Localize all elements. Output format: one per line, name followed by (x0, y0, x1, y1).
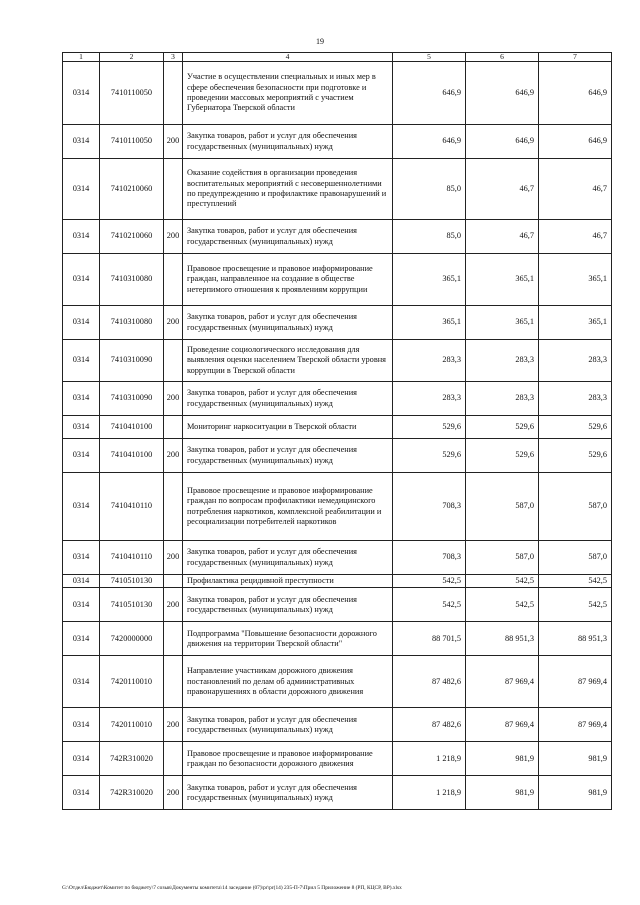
section-code-cell: 0314 (63, 125, 100, 159)
expense-type-cell (164, 62, 183, 125)
amount-year-3-cell: 529,6 (539, 439, 612, 473)
expense-type-cell: 200 (164, 439, 183, 473)
amount-year-2-cell: 646,9 (466, 125, 539, 159)
table-row (63, 742, 612, 776)
expense-type-cell (164, 340, 183, 382)
section-code-cell: 0314 (63, 220, 100, 254)
amount-year-3-cell: 365,1 (539, 254, 612, 306)
amount-year-1-cell: 1 218,9 (393, 742, 466, 776)
table-row (63, 575, 612, 588)
column-number: 4 (183, 53, 393, 62)
target-item-code-cell: 7410410100 (100, 439, 164, 473)
section-code-cell: 0314 (63, 656, 100, 708)
section-code-cell: 0314 (63, 776, 100, 810)
column-number-row (63, 53, 612, 62)
section-code-cell: 0314 (63, 742, 100, 776)
description-cell: Закупка товаров, работ и услуг для обеспечения государственных (муниципальных) нужд (183, 776, 393, 810)
table-row (63, 125, 612, 159)
table-row (63, 622, 612, 656)
expense-type-cell: 200 (164, 776, 183, 810)
target-item-code-cell: 742R310020 (100, 742, 164, 776)
description-cell: Правовое просвещение и правовое информирование граждан, направленное на создание в обществе нетерпимого отношения к проявлениям коррупции (183, 254, 393, 306)
section-code-cell: 0314 (63, 622, 100, 656)
amount-year-3-cell: 283,3 (539, 382, 612, 416)
amount-year-1-cell: 529,6 (393, 416, 466, 439)
amount-year-2-cell: 283,3 (466, 382, 539, 416)
expense-type-cell: 200 (164, 125, 183, 159)
page-number: 19 (316, 37, 324, 46)
target-item-code-cell: 7410310080 (100, 254, 164, 306)
target-item-code-cell: 7410310090 (100, 382, 164, 416)
target-item-code-cell: 7410510130 (100, 588, 164, 622)
target-item-code-cell: 742R310020 (100, 776, 164, 810)
amount-year-2-cell: 646,9 (466, 62, 539, 125)
amount-year-3-cell: 529,6 (539, 416, 612, 439)
amount-year-3-cell: 646,9 (539, 62, 612, 125)
expense-type-cell (164, 622, 183, 656)
amount-year-2-cell: 529,6 (466, 439, 539, 473)
section-code-cell: 0314 (63, 588, 100, 622)
amount-year-1-cell: 85,0 (393, 159, 466, 220)
target-item-code-cell: 7410410110 (100, 541, 164, 575)
amount-year-1-cell: 708,3 (393, 541, 466, 575)
amount-year-3-cell: 87 969,4 (539, 656, 612, 708)
expense-type-cell: 200 (164, 220, 183, 254)
description-cell: Закупка товаров, работ и услуг для обеспечения государственных (муниципальных) нужд (183, 125, 393, 159)
table-row (63, 416, 612, 439)
amount-year-1-cell: 646,9 (393, 125, 466, 159)
description-cell: Закупка товаров, работ и услуг для обеспечения государственных (муниципальных) нужд (183, 382, 393, 416)
amount-year-3-cell: 87 969,4 (539, 708, 612, 742)
table-row (63, 473, 612, 541)
expense-type-cell: 200 (164, 708, 183, 742)
amount-year-1-cell: 646,9 (393, 62, 466, 125)
description-cell: Проведение социологического исследования для выявления оценки населением Тверской области уровня коррупции в Тверской области (183, 340, 393, 382)
section-code-cell: 0314 (63, 439, 100, 473)
amount-year-1-cell: 708,3 (393, 473, 466, 541)
amount-year-3-cell: 542,5 (539, 588, 612, 622)
amount-year-2-cell: 529,6 (466, 416, 539, 439)
amount-year-1-cell: 87 482,6 (393, 656, 466, 708)
amount-year-1-cell: 1 218,9 (393, 776, 466, 810)
target-item-code-cell: 7410310090 (100, 340, 164, 382)
target-item-code-cell: 7410110050 (100, 125, 164, 159)
table-row (63, 439, 612, 473)
description-cell: Профилактика рецидивной преступности (183, 575, 393, 588)
amount-year-3-cell: 46,7 (539, 159, 612, 220)
target-item-code-cell: 7410410100 (100, 416, 164, 439)
description-cell: Подпрограмма "Повышение безопасности дорожного движения на территории Тверской области" (183, 622, 393, 656)
amount-year-2-cell: 981,9 (466, 776, 539, 810)
expense-type-cell (164, 575, 183, 588)
amount-year-2-cell: 587,0 (466, 473, 539, 541)
amount-year-1-cell: 283,3 (393, 382, 466, 416)
table-row (63, 708, 612, 742)
section-code-cell: 0314 (63, 254, 100, 306)
amount-year-2-cell: 587,0 (466, 541, 539, 575)
description-cell: Мониторинг наркоситуации в Тверской области (183, 416, 393, 439)
description-cell: Оказание содействия в организации проведения воспитательных мероприятий с несовершеннолетними по предупреждению и профилактике правонарушений и преступлений (183, 159, 393, 220)
amount-year-1-cell: 88 701,5 (393, 622, 466, 656)
expense-type-cell (164, 656, 183, 708)
section-code-cell: 0314 (63, 382, 100, 416)
amount-year-3-cell: 587,0 (539, 541, 612, 575)
expense-type-cell (164, 254, 183, 306)
target-item-code-cell: 7410310080 (100, 306, 164, 340)
section-code-cell: 0314 (63, 473, 100, 541)
expense-type-cell (164, 159, 183, 220)
amount-year-3-cell: 283,3 (539, 340, 612, 382)
section-code-cell: 0314 (63, 416, 100, 439)
target-item-code-cell: 7420000000 (100, 622, 164, 656)
table-row (63, 254, 612, 306)
target-item-code-cell: 7410510130 (100, 575, 164, 588)
description-cell: Правовое просвещение и правовое информирование граждан по вопросам профилактики немедицинского потребления наркотиков, комплексной реабилитации и ресоциализации потребителей наркотиков (183, 473, 393, 541)
table-row (63, 340, 612, 382)
amount-year-1-cell: 542,5 (393, 575, 466, 588)
amount-year-1-cell: 87 482,6 (393, 708, 466, 742)
target-item-code-cell: 7410210060 (100, 159, 164, 220)
amount-year-3-cell: 646,9 (539, 125, 612, 159)
column-number: 1 (63, 53, 100, 62)
target-item-code-cell: 7410410110 (100, 473, 164, 541)
amount-year-3-cell: 88 951,3 (539, 622, 612, 656)
amount-year-1-cell: 529,6 (393, 439, 466, 473)
budget-table (62, 52, 612, 810)
table-row (63, 306, 612, 340)
amount-year-3-cell: 365,1 (539, 306, 612, 340)
section-code-cell: 0314 (63, 340, 100, 382)
section-code-cell: 0314 (63, 306, 100, 340)
description-cell: Направление участникам дорожного движения постановлений по делам об административных правонарушениях в области дорожного движения (183, 656, 393, 708)
column-number: 7 (539, 53, 612, 62)
table-row (63, 382, 612, 416)
amount-year-3-cell: 587,0 (539, 473, 612, 541)
amount-year-1-cell: 283,3 (393, 340, 466, 382)
column-number: 5 (393, 53, 466, 62)
table-row (63, 159, 612, 220)
amount-year-1-cell: 542,5 (393, 588, 466, 622)
amount-year-2-cell: 46,7 (466, 220, 539, 254)
table-row (63, 656, 612, 708)
amount-year-2-cell: 88 951,3 (466, 622, 539, 656)
description-cell: Закупка товаров, работ и услуг для обеспечения государственных (муниципальных) нужд (183, 220, 393, 254)
amount-year-3-cell: 46,7 (539, 220, 612, 254)
target-item-code-cell: 7410110050 (100, 62, 164, 125)
amount-year-1-cell: 365,1 (393, 306, 466, 340)
column-number: 3 (164, 53, 183, 62)
amount-year-3-cell: 542,5 (539, 575, 612, 588)
target-item-code-cell: 7410210060 (100, 220, 164, 254)
section-code-cell: 0314 (63, 575, 100, 588)
amount-year-3-cell: 981,9 (539, 776, 612, 810)
column-number: 6 (466, 53, 539, 62)
expense-type-cell: 200 (164, 541, 183, 575)
amount-year-2-cell: 87 969,4 (466, 656, 539, 708)
amount-year-2-cell: 981,9 (466, 742, 539, 776)
description-cell: Закупка товаров, работ и услуг для обеспечения государственных (муниципальных) нужд (183, 588, 393, 622)
section-code-cell: 0314 (63, 708, 100, 742)
section-code-cell: 0314 (63, 62, 100, 125)
amount-year-2-cell: 283,3 (466, 340, 539, 382)
amount-year-3-cell: 981,9 (539, 742, 612, 776)
table-row (63, 220, 612, 254)
target-item-code-cell: 7420110010 (100, 656, 164, 708)
expense-type-cell (164, 742, 183, 776)
table-row (63, 776, 612, 810)
expense-type-cell (164, 473, 183, 541)
expense-type-cell: 200 (164, 382, 183, 416)
description-cell: Закупка товаров, работ и услуг для обеспечения государственных (муниципальных) нужд (183, 439, 393, 473)
expense-type-cell: 200 (164, 588, 183, 622)
description-cell: Правовое просвещение и правовое информирование граждан по безопасности дорожного движения (183, 742, 393, 776)
table-row (63, 62, 612, 125)
amount-year-2-cell: 46,7 (466, 159, 539, 220)
amount-year-1-cell: 85,0 (393, 220, 466, 254)
column-number: 2 (100, 53, 164, 62)
target-item-code-cell: 7420110010 (100, 708, 164, 742)
amount-year-2-cell: 542,5 (466, 588, 539, 622)
description-cell: Закупка товаров, работ и услуг для обеспечения государственных (муниципальных) нужд (183, 541, 393, 575)
expense-type-cell (164, 416, 183, 439)
amount-year-2-cell: 87 969,4 (466, 708, 539, 742)
amount-year-2-cell: 542,5 (466, 575, 539, 588)
section-code-cell: 0314 (63, 541, 100, 575)
description-cell: Закупка товаров, работ и услуг для обеспечения государственных (муниципальных) нужд (183, 306, 393, 340)
table-row (63, 588, 612, 622)
expense-type-cell: 200 (164, 306, 183, 340)
table-row (63, 541, 612, 575)
section-code-cell: 0314 (63, 159, 100, 220)
amount-year-2-cell: 365,1 (466, 254, 539, 306)
amount-year-2-cell: 365,1 (466, 306, 539, 340)
file-path-footer: G:\Отдел\Бюджет\Комитет по бюджету\7 созыв\Документы комитета\14 заседание (07)\pr\pr(14) 235-П-7\Прил 5 Приложение 8 (РП, КЦСР, ВР).xlsx (62, 885, 402, 891)
amount-year-1-cell: 365,1 (393, 254, 466, 306)
description-cell: Участие в осуществлении специальных и иных мер в сфере обеспечения безопасности при подготовке и проведении массовых мероприятий с участием Губернатора Тверской области (183, 62, 393, 125)
description-cell: Закупка товаров, работ и услуг для обеспечения государственных (муниципальных) нужд (183, 708, 393, 742)
